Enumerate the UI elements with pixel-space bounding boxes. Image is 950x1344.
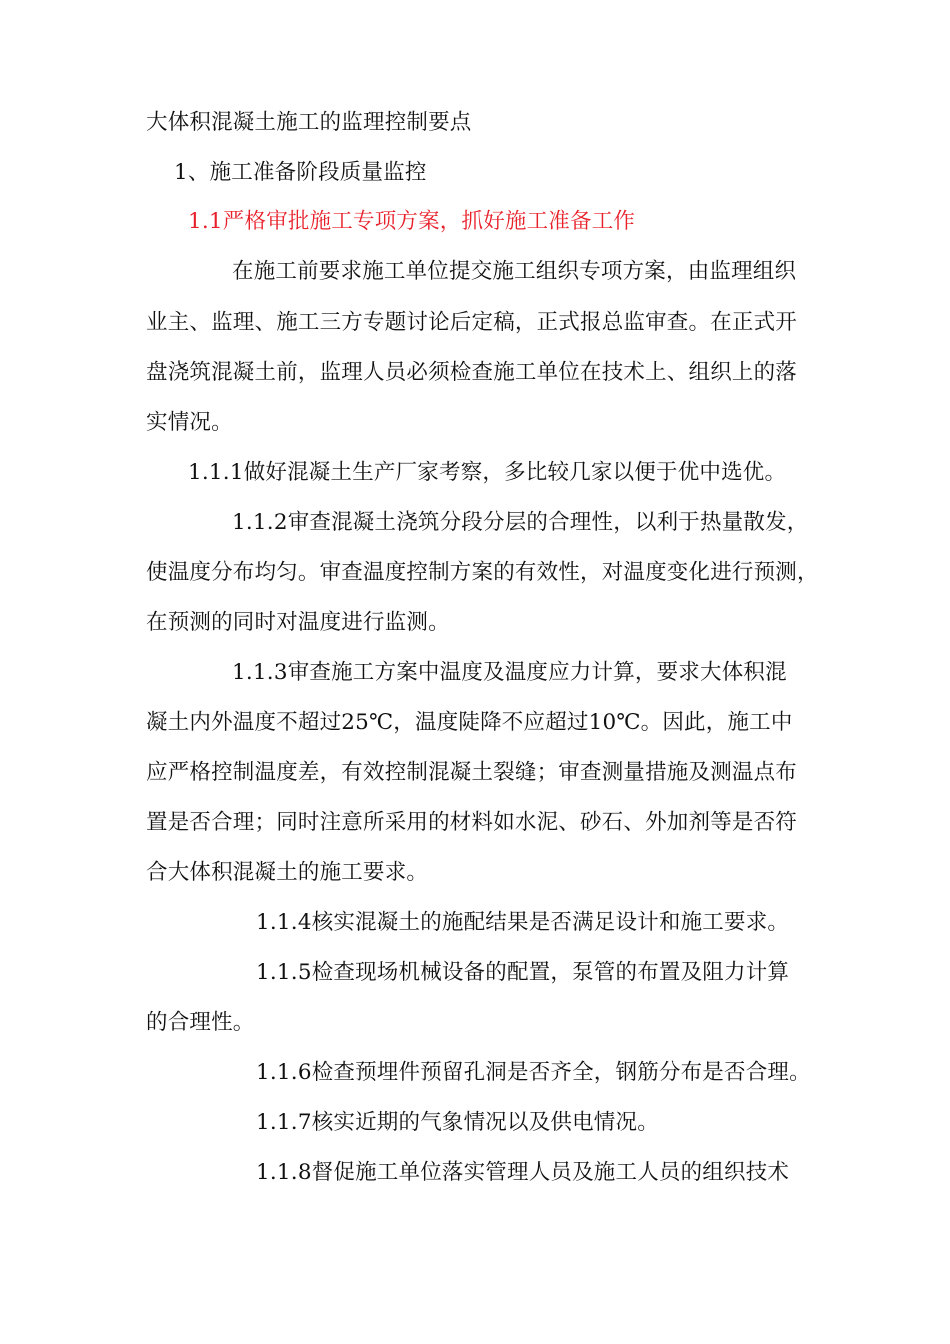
item-1-1-1: 1.1.1做好混凝土生产厂家考察，多比较几家以便于优中选优。	[188, 460, 787, 485]
item-1-1-5-line: 1.1.5检查现场机械设备的配置，泵管的布置及阻力计算	[256, 960, 790, 985]
item-1-1-5-line: 的合理性。	[146, 1010, 255, 1035]
intro-paragraph-line: 在施工前要求施工单位提交施工组织专项方案，由监理组织	[232, 259, 797, 284]
item-1-1-6: 1.1.6检查预埋件预留孔洞是否齐全，钢筋分布是否合理。	[256, 1060, 811, 1085]
item-1-1-7: 1.1.7核实近期的气象情况以及供电情况。	[256, 1110, 659, 1135]
item-1-1-3-line: 应严格控制温度差，有效控制混凝土裂缝；审查测量措施及测温点布	[146, 760, 798, 785]
item-1-1-2-line: 在预测的同时对温度进行监测。	[146, 610, 450, 635]
intro-paragraph-line: 实情况。	[146, 410, 233, 435]
document-title: 大体积混凝土施工的监理控制要点	[146, 110, 472, 135]
section-1-heading: 1、施工准备阶段质量监控	[174, 160, 427, 185]
item-1-1-2-line: 使温度分布均匀。审查温度控制方案的有效性，对温度变化进行预测，	[146, 560, 819, 585]
item-1-1-3-line: 置是否合理；同时注意所采用的材料如水泥、砂石、外加剂等是否符	[146, 810, 798, 835]
item-1-1-3-line: 凝土内外温度不超过25℃，温度陡降不应超过10℃。因此，施工中	[146, 710, 793, 735]
item-1-1-4: 1.1.4核实混凝土的施配结果是否满足设计和施工要求。	[256, 910, 790, 935]
intro-paragraph-line: 盘浇筑混凝土前，监理人员必须检查施工单位在技术上、组织上的落	[146, 360, 798, 385]
item-1-1-8: 1.1.8督促施工单位落实管理人员及施工人员的组织技术	[256, 1160, 790, 1185]
section-1-1-heading: 1.1严格审批施工专项方案，抓好施工准备工作	[188, 209, 636, 234]
item-1-1-2-line: 1.1.2审查混凝土浇筑分段分层的合理性，以利于热量散发，	[232, 510, 809, 535]
intro-paragraph-line: 业主、监理、施工三方专题讨论后定稿，正式报总监审查。在正式开	[146, 310, 798, 335]
item-1-1-3-line: 合大体积混凝土的施工要求。	[146, 860, 429, 885]
item-1-1-3-line: 1.1.3审查施工方案中温度及温度应力计算，要求大体积混	[232, 660, 787, 685]
